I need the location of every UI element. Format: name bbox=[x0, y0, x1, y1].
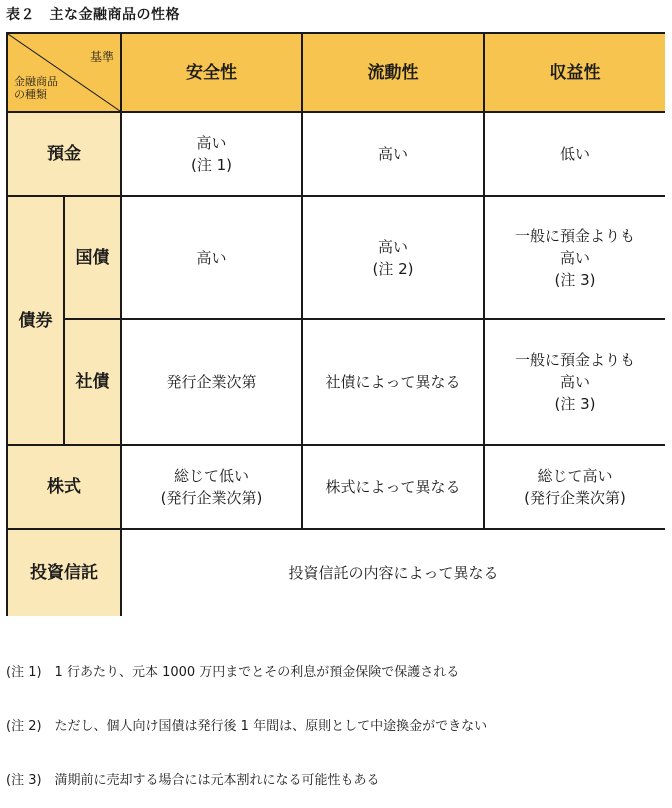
deposit-liquidity: 高い bbox=[301, 111, 483, 195]
row-header-government-bonds: 国債 bbox=[63, 195, 120, 318]
row-header-investment-trusts: 投資信託 bbox=[6, 528, 120, 616]
footnote-1: (注 1) 1 行あたり、元本 1000 万円までとその利息が預金保険で保護される bbox=[6, 665, 460, 680]
footnote-2: (注 2) ただし、個人向け国債は発行後 1 年間は、原則として中途換金ができない bbox=[6, 719, 488, 734]
stocks-profitability: 総じて高い (発行企業次第) bbox=[483, 444, 665, 528]
footnote-3: (注 3) 満期前に売却する場合には元本割れになる可能性もある bbox=[6, 773, 380, 788]
investment-trusts-all-criteria: 投資信託の内容によって異なる bbox=[120, 528, 665, 616]
corner-product-label: 金融商品 の種類 bbox=[14, 75, 58, 101]
column-header-profitability: 収益性 bbox=[483, 32, 665, 111]
corner-cell bbox=[6, 32, 120, 111]
government-bonds-safety: 高い bbox=[120, 195, 301, 318]
footnotes bbox=[6, 628, 487, 808]
corporate-bonds-liquidity: 社債によって異なる bbox=[301, 318, 483, 444]
column-header-liquidity: 流動性 bbox=[301, 32, 483, 111]
row-header-deposit: 預金 bbox=[6, 111, 120, 195]
deposit-profitability: 低い bbox=[483, 111, 665, 195]
corporate-bonds-profitability: 一般に預金よりも 高い (注 3) bbox=[483, 318, 665, 444]
government-bonds-liquidity: 高い (注 2) bbox=[301, 195, 483, 318]
financial-products-table bbox=[6, 32, 665, 616]
table-title: 表２ 主な金融商品の性格 bbox=[6, 7, 180, 23]
corporate-bonds-safety: 発行企業次第 bbox=[120, 318, 301, 444]
stocks-liquidity: 株式によって異なる bbox=[301, 444, 483, 528]
corner-criteria-label: 基準 bbox=[89, 50, 114, 64]
row-header-stocks: 株式 bbox=[6, 444, 120, 528]
column-header-safety: 安全性 bbox=[120, 32, 301, 111]
row-header-corporate-bonds: 社債 bbox=[63, 318, 120, 444]
government-bonds-profitability: 一般に預金よりも 高い (注 3) bbox=[483, 195, 665, 318]
row-header-bonds: 債券 bbox=[6, 195, 63, 444]
stocks-safety: 総じて低い (発行企業次第) bbox=[120, 444, 301, 528]
deposit-safety: 高い (注 1) bbox=[120, 111, 301, 195]
